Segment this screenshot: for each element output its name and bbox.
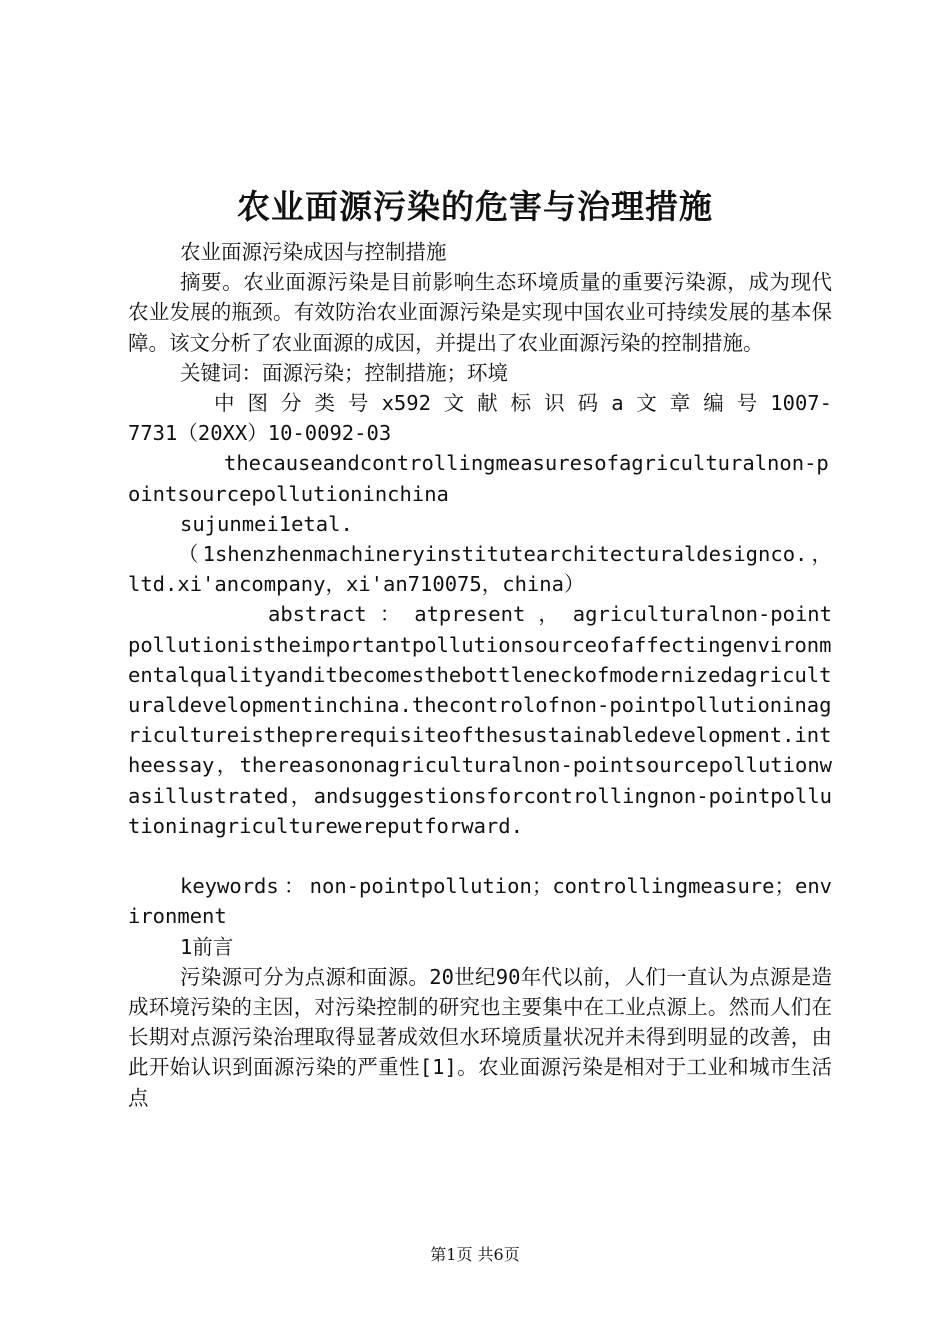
document-title: 农业面源污染的危害与治理措施 — [237, 187, 713, 226]
keywords-english-paragraph: keywords：non-pointpollution；controllingmeasure；environment — [128, 874, 832, 929]
introduction-paragraph: 污染源可分为点源和面源。20世纪90年代以前，人们一直认为点源是造成环境污染的主因，对污染控制的研究也主要集中在工业点源上。然而人们在长期对点源污染治理取得显著成效但水环境质量状况并未得到明显的改善，由此开始认识到面源污染的严重性[1]。农业面源污染是相对于工业和城市生活点 — [128, 964, 832, 1110]
affiliation-paragraph: （1shenzhenmachineryinstitutearchitecturaldesignco.，ltd.xi'ancompany，xi'an710075，china） — [128, 542, 832, 597]
subtitle-paragraph: 农业面源污染成因与控制措施 — [180, 240, 447, 264]
keywords-chinese-paragraph: 关键词：面源污染；控制措施；环境 — [180, 360, 508, 385]
blank-line — [128, 841, 832, 871]
abstract-english-paragraph: abstract ： atpresent ， agriculturalnon-pointpollutionistheimportantpollutionsourceofaffectingenvironmentalqualityanditbecomesthebottleneckofmodernizedagriculturaldevelopmentinchina.thecontrolofnon-pointpollutioninagricultureistheprerequisiteofthesustainabledevelopment.intheessay，thereasononagriculturalnon-pointsourcepollutionwasillustrated，andsuggestionsforcontrollingnon-pointpollutioninagriculturewereputforward. — [128, 602, 832, 838]
page-footer: 第1页 共6页 — [430, 1245, 520, 1264]
abstract-chinese-paragraph: 摘要。农业面源污染是目前影响生态环境质量的重要污染源，成为现代农业发展的瓶颈。有效防治农业面源污染是实现中国农业可持续发展的基本保障。该文分析了农业面源的成因，并提出了农业面源污染的控制措施。 — [128, 270, 832, 355]
classification-paragraph: 中 图 分 类 号 x592 文 献 标 识 码 a 文 章 编 号 1007-7731（20XX）10-0092-03 — [128, 391, 832, 446]
section-heading: 1前言 — [180, 934, 234, 959]
author-paragraph: sujunmei1etal. — [180, 511, 353, 536]
english-title-paragraph: thecauseandcontrollingmeasuresofagriculturalnon-pointsourcepollutioninchina — [128, 451, 829, 506]
document-body — [128, 237, 832, 1113]
